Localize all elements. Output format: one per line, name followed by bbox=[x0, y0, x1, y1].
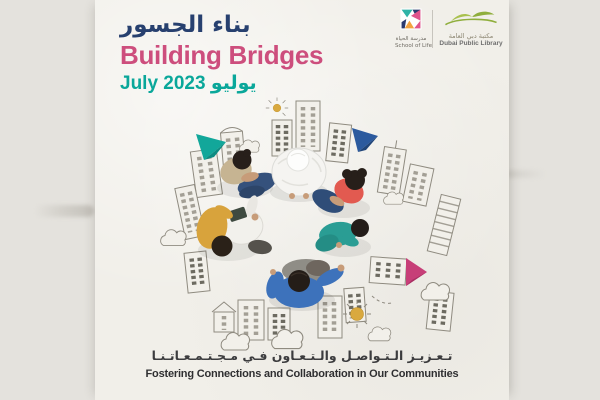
event-title-arabic: بناء الجسور bbox=[120, 12, 251, 38]
building-doodle bbox=[377, 139, 407, 196]
paper-plane-navy-icon bbox=[352, 128, 378, 152]
person-teal-top bbox=[313, 219, 371, 257]
person-mustard-shirt bbox=[192, 194, 272, 261]
cloud-doodle bbox=[161, 230, 187, 246]
dubai-public-library-name-english: Dubai Public Library bbox=[439, 40, 503, 47]
house-doodle bbox=[212, 302, 236, 332]
building-doodle bbox=[296, 101, 320, 151]
tagline-arabic: تـعـزيـز الـتـواصـل والـتـعـاون فـي مـجـتـمـعـاتـنـا bbox=[151, 348, 453, 363]
school-of-life-name-arabic: مدرسة الحياة bbox=[395, 36, 427, 42]
cloud-doodle bbox=[221, 333, 249, 350]
dubai-public-library-name-arabic: مكتبة دبي العامة bbox=[448, 32, 494, 40]
building-doodle bbox=[403, 164, 434, 206]
small-sun-doodle-icon bbox=[266, 98, 288, 116]
event-title-english: Building Bridges bbox=[120, 40, 324, 70]
cloud-doodle bbox=[421, 283, 449, 300]
tagline-english: Fostering Connections and Collaboration in Our Communities bbox=[145, 368, 459, 380]
building-doodle bbox=[427, 194, 460, 255]
dash-doodle bbox=[372, 296, 392, 303]
school-of-life-name-english: School of Life bbox=[395, 43, 432, 49]
building-doodle bbox=[326, 123, 352, 163]
cloud-doodle bbox=[368, 327, 391, 341]
building-doodle-pencil bbox=[369, 257, 407, 285]
event-date: July 2023 يوليو bbox=[120, 73, 257, 94]
paper-plane-pink-icon bbox=[406, 258, 427, 286]
